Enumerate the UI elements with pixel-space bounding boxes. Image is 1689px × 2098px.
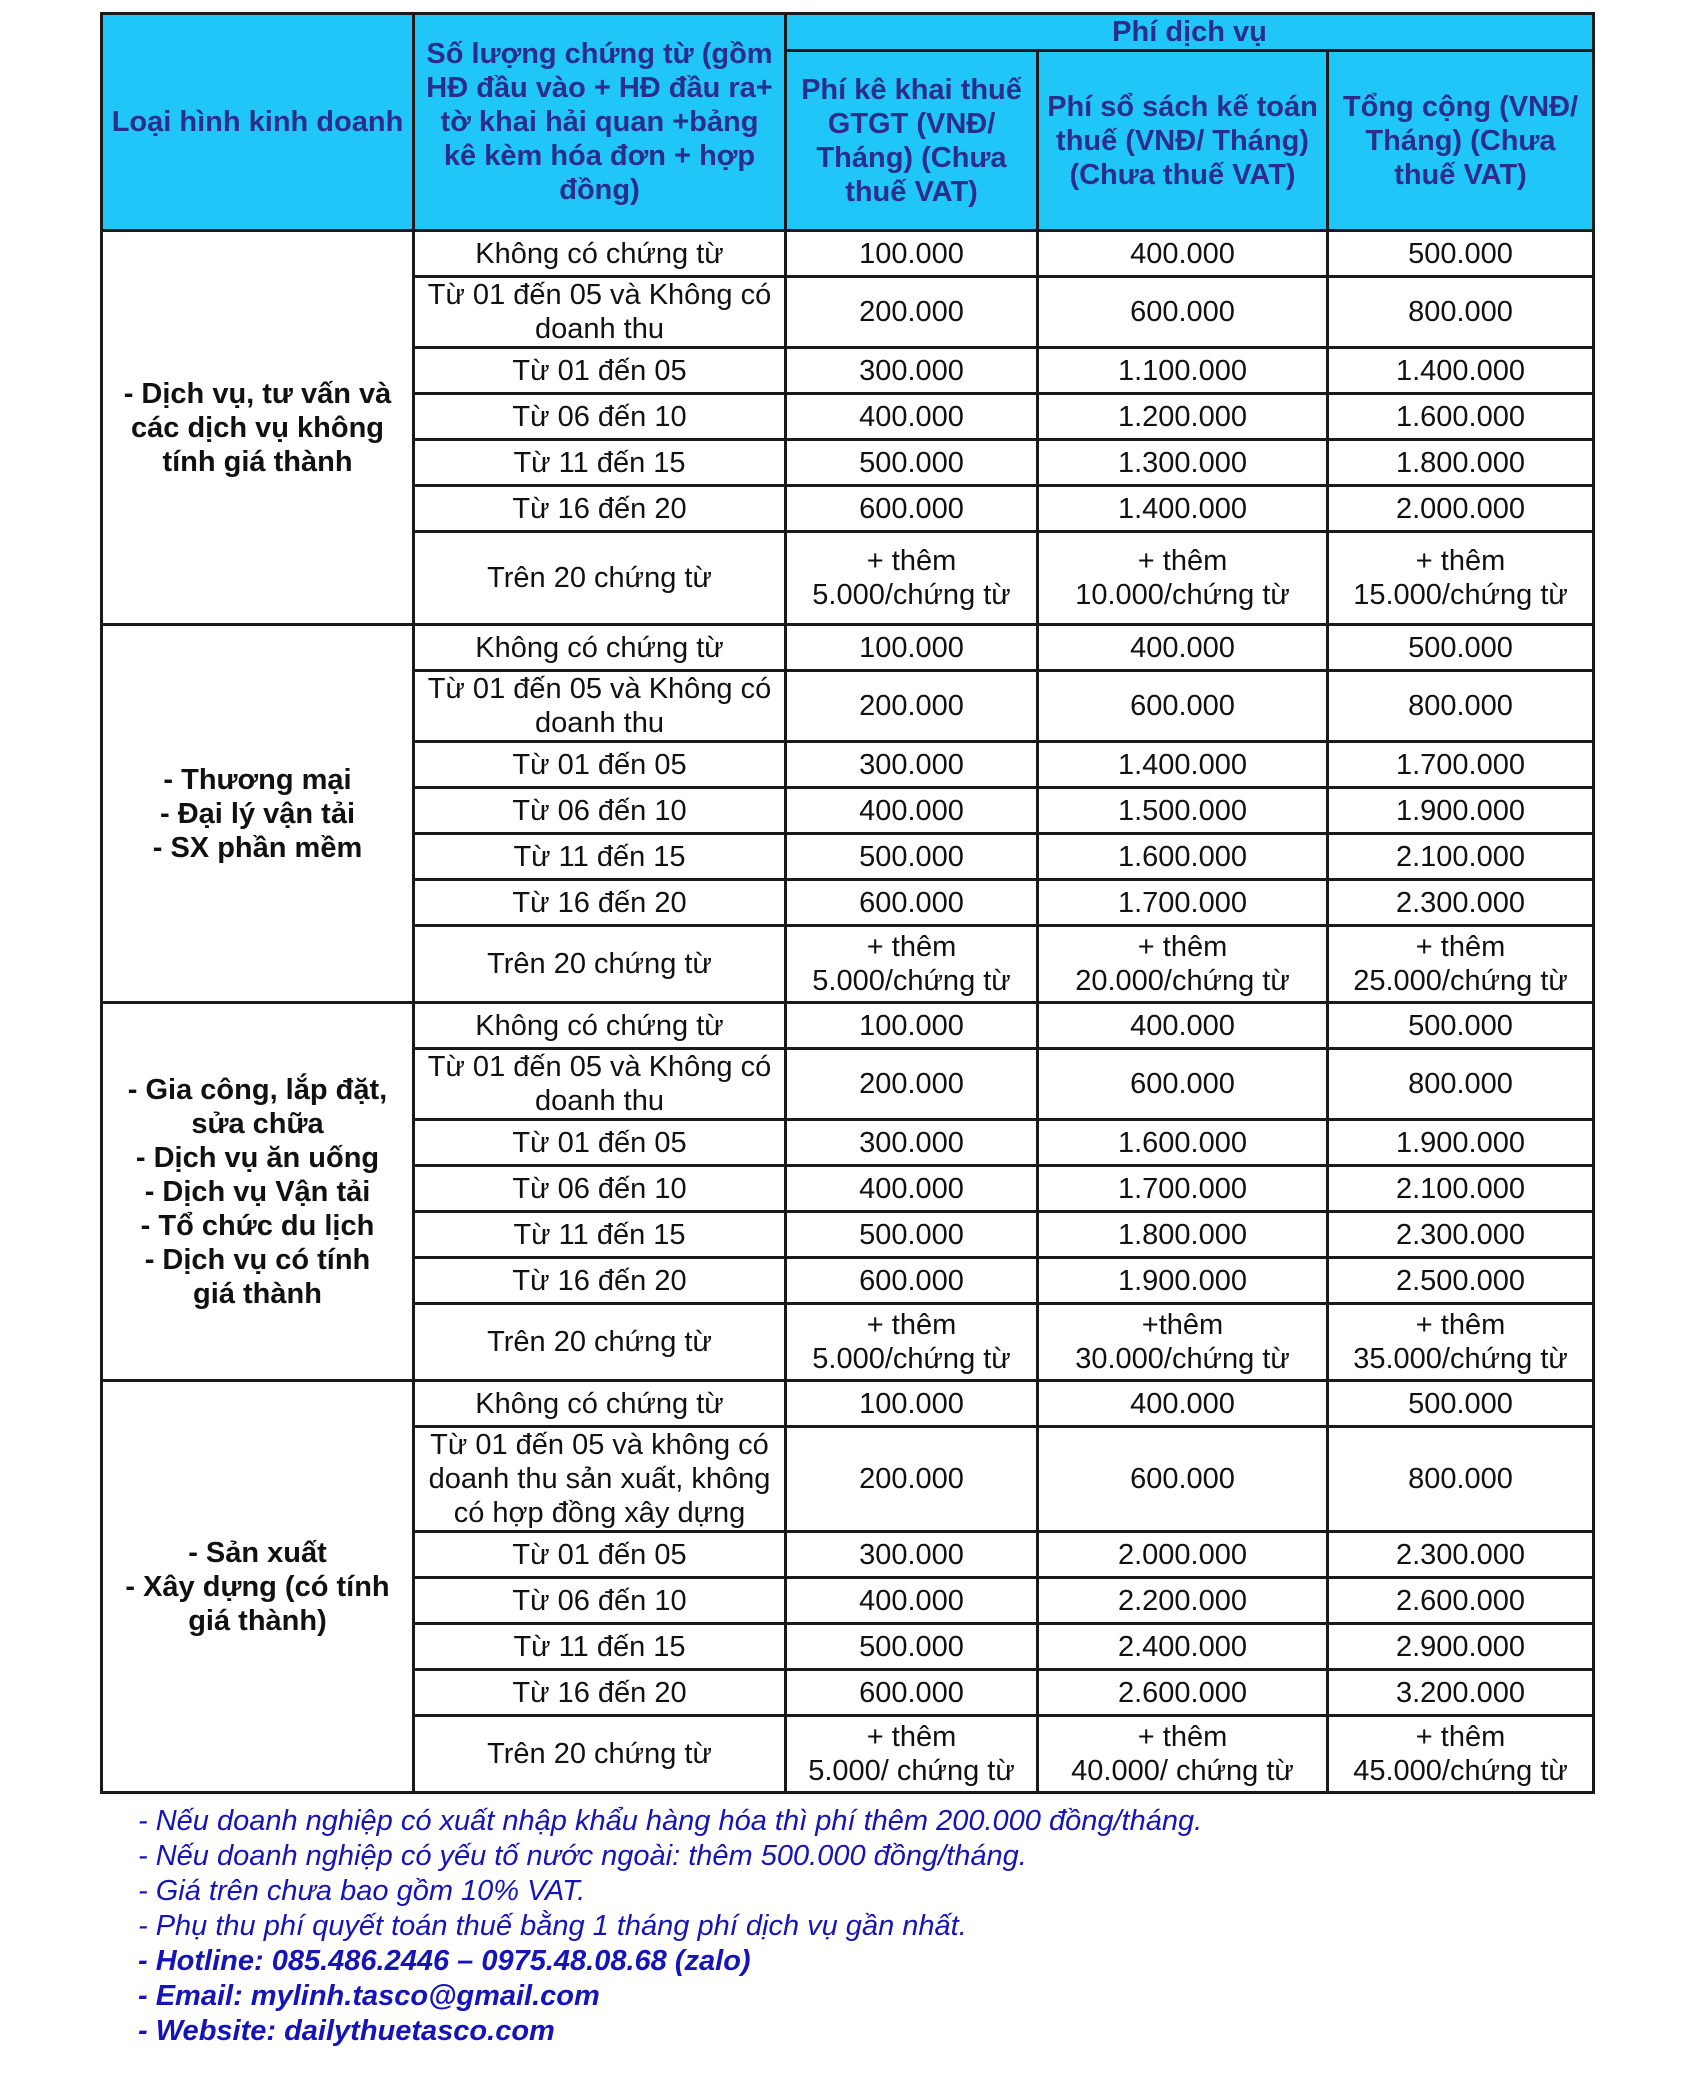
books-cell: 2.200.000	[1038, 1578, 1328, 1624]
total-cell: 2.300.000	[1328, 880, 1594, 926]
total-cell: 2.100.000	[1328, 1166, 1594, 1212]
books-cell: 1.600.000	[1038, 834, 1328, 880]
vat-cell: 400.000	[786, 1166, 1038, 1212]
table-row	[102, 1381, 1594, 1427]
books-extra-cell	[1038, 926, 1328, 1003]
books-cell: 1.200.000	[1038, 394, 1328, 440]
total-cell: 2.500.000	[1328, 1258, 1594, 1304]
extra-fee-line: + thêm	[1415, 1309, 1506, 1341]
vat-cell: 600.000	[786, 880, 1038, 926]
total-extra-cell	[1328, 926, 1594, 1003]
doc-cell: Từ 01 đến 05	[414, 348, 786, 394]
total-cell: 500.000	[1328, 1381, 1594, 1427]
doc-cell: Từ 01 đến 05 và Không có doanh thu	[414, 1049, 786, 1120]
extra-fee-line: 45.000/chứng từ	[1353, 1755, 1568, 1787]
category-line: - Dịch vụ Vận tải	[144, 1175, 371, 1208]
total-cell: 800.000	[1328, 1427, 1594, 1532]
category-line: - Tổ chức du lịch	[140, 1209, 375, 1242]
extra-fee-line: + thêm	[1415, 545, 1506, 577]
extra-fee-line: 5.000/chứng từ	[812, 965, 1011, 997]
doc-cell: Từ 01 đến 05	[414, 1120, 786, 1166]
vat-cell: 600.000	[786, 486, 1038, 532]
vat-cell: 100.000	[786, 1381, 1038, 1427]
table-body	[102, 231, 1594, 1793]
books-cell: 1.700.000	[1038, 1166, 1328, 1212]
total-cell: 2.300.000	[1328, 1532, 1594, 1578]
total-cell: 1.600.000	[1328, 394, 1594, 440]
category-line: giá thành	[193, 1277, 322, 1310]
books-cell: 1.700.000	[1038, 880, 1328, 926]
total-cell: 500.000	[1328, 1003, 1594, 1049]
total-cell: 3.200.000	[1328, 1670, 1594, 1716]
doc-cell: Từ 01 đến 05 và không có doanh thu sản xuất, không có hợp đồng xây dựng	[414, 1427, 786, 1532]
email: - Email: mylinh.tasco@gmail.com	[138, 1980, 600, 2012]
vat-cell: 600.000	[786, 1670, 1038, 1716]
category-line: các dịch vụ không	[131, 411, 384, 444]
doc-cell: Không có chứng từ	[414, 231, 786, 277]
books-cell: 600.000	[1038, 671, 1328, 742]
books-cell: 1.400.000	[1038, 742, 1328, 788]
category-line: - Dịch vụ, tư vấn và	[123, 377, 392, 410]
doc-cell: Từ 01 đến 05	[414, 742, 786, 788]
vat-extra-cell	[786, 926, 1038, 1003]
extra-fee-line: 40.000/ chứng từ	[1071, 1755, 1294, 1787]
price-table	[100, 12, 1595, 1794]
extra-fee-line: + thêm	[866, 1309, 957, 1341]
category-line: - SX phần mềm	[152, 831, 363, 864]
vat-extra-cell	[786, 1716, 1038, 1793]
category-cell	[102, 231, 414, 625]
vat-cell: 300.000	[786, 348, 1038, 394]
doc-cell: Không có chứng từ	[414, 1003, 786, 1049]
category-line: - Dịch vụ có tính	[144, 1243, 371, 1276]
doc-cell: Từ 06 đến 10	[414, 788, 786, 834]
total-cell: 2.300.000	[1328, 1212, 1594, 1258]
vat-extra-cell	[786, 532, 1038, 625]
total-cell: 800.000	[1328, 671, 1594, 742]
extra-fee-line: + thêm	[866, 931, 957, 963]
extra-fee-line: 15.000/chứng từ	[1353, 579, 1568, 611]
books-extra-cell	[1038, 1716, 1328, 1793]
category-line: - Đại lý vận tải	[159, 797, 355, 830]
category-cell	[102, 1381, 414, 1793]
table-row	[102, 625, 1594, 671]
books-cell: 400.000	[1038, 231, 1328, 277]
extra-fee-line: + thêm	[1415, 931, 1506, 963]
category-cell	[102, 1003, 414, 1381]
doc-cell: Từ 16 đến 20	[414, 486, 786, 532]
books-cell: 1.100.000	[1038, 348, 1328, 394]
extra-fee-line: + thêm	[1137, 1721, 1228, 1753]
extra-fee-line: 20.000/chứng từ	[1075, 965, 1290, 997]
doc-cell: Không có chứng từ	[414, 625, 786, 671]
table-row	[102, 1003, 1594, 1049]
extra-fee-line: 25.000/chứng từ	[1353, 965, 1568, 997]
extra-fee-line: 10.000/chứng từ	[1075, 579, 1290, 611]
doc-cell: Từ 06 đến 10	[414, 394, 786, 440]
vat-cell: 400.000	[786, 394, 1038, 440]
books-cell: 1.900.000	[1038, 1258, 1328, 1304]
table-row	[102, 231, 1594, 277]
doc-cell: Từ 11 đến 15	[414, 440, 786, 486]
vat-cell: 500.000	[786, 1212, 1038, 1258]
total-cell: 800.000	[1328, 1049, 1594, 1120]
doc-cell: Từ 16 đến 20	[414, 880, 786, 926]
header-business-type: Loại hình kinh doanh	[102, 14, 414, 231]
extra-fee-line: 5.000/chứng từ	[812, 1343, 1011, 1375]
total-extra-cell	[1328, 1716, 1594, 1793]
extra-fee-line: + thêm	[1137, 545, 1228, 577]
hotline: - Hotline: 085.486.2446 – 0975.48.08.68 (zalo)	[138, 1945, 751, 1977]
category-line: sửa chữa	[191, 1107, 324, 1140]
books-cell: 600.000	[1038, 1049, 1328, 1120]
vat-cell: 500.000	[786, 834, 1038, 880]
category-line: - Gia công, lắp đặt,	[127, 1073, 388, 1106]
total-cell: 500.000	[1328, 625, 1594, 671]
doc-cell: Từ 01 đến 05 và Không có doanh thu	[414, 671, 786, 742]
books-cell: 1.500.000	[1038, 788, 1328, 834]
vat-cell: 200.000	[786, 671, 1038, 742]
category-line: - Dịch vụ ăn uống	[135, 1141, 380, 1174]
vat-cell: 200.000	[786, 1427, 1038, 1532]
vat-extra-cell	[786, 1304, 1038, 1381]
vat-cell: 500.000	[786, 440, 1038, 486]
doc-cell: Từ 06 đến 10	[414, 1166, 786, 1212]
category-line: - Sản xuất	[188, 1536, 327, 1569]
vat-cell: 600.000	[786, 1258, 1038, 1304]
notes	[138, 1804, 1538, 2049]
vat-cell: 100.000	[786, 625, 1038, 671]
doc-cell: Từ 11 đến 15	[414, 1624, 786, 1670]
header-total-fee: Tổng cộng (VNĐ/ Tháng) (Chưa thuế VAT)	[1328, 51, 1594, 231]
vat-cell: 500.000	[786, 1624, 1038, 1670]
note-settlement: - Phụ thu phí quyết toán thuế bằng 1 tháng phí dịch vụ gần nhất.	[138, 1910, 967, 1942]
total-cell: 800.000	[1328, 277, 1594, 348]
books-cell: 1.800.000	[1038, 1212, 1328, 1258]
doc-cell: Trên 20 chứng từ	[414, 1716, 786, 1793]
total-cell: 500.000	[1328, 231, 1594, 277]
doc-cell: Từ 06 đến 10	[414, 1578, 786, 1624]
books-cell: 1.400.000	[1038, 486, 1328, 532]
total-extra-cell	[1328, 532, 1594, 625]
website: - Website: dailythuetasco.com	[138, 2015, 555, 2047]
extra-fee-line: 30.000/chứng từ	[1075, 1343, 1290, 1375]
header-documents: Số lượng chứng từ (gồm HĐ đầu vào + HĐ đầu ra+ tờ khai hải quan +bảng kê kèm hóa đơn + hợp đồng)	[414, 14, 786, 231]
books-cell: 600.000	[1038, 277, 1328, 348]
category-line: - Xây dựng (có tính	[125, 1570, 390, 1603]
vat-cell: 200.000	[786, 1049, 1038, 1120]
extra-fee-line: + thêm	[866, 545, 957, 577]
note-foreign: - Nếu doanh nghiệp có yếu tố nước ngoài: thêm 500.000 đồng/tháng.	[138, 1840, 1027, 1872]
header-vat-fee: Phí kê khai thuế GTGT (VNĐ/ Tháng) (Chưa thuế VAT)	[786, 51, 1038, 231]
doc-cell: Trên 20 chứng từ	[414, 1304, 786, 1381]
vat-cell: 300.000	[786, 1120, 1038, 1166]
note-import-export: - Nếu doanh nghiệp có xuất nhập khẩu hàng hóa thì phí thêm 200.000 đồng/tháng.	[138, 1805, 1203, 1837]
total-cell: 1.400.000	[1328, 348, 1594, 394]
category-line: giá thành)	[188, 1604, 327, 1637]
category-line: - Thương mại	[163, 763, 352, 796]
total-cell: 1.700.000	[1328, 742, 1594, 788]
vat-cell: 200.000	[786, 277, 1038, 348]
doc-cell: Trên 20 chứng từ	[414, 532, 786, 625]
total-cell: 2.600.000	[1328, 1578, 1594, 1624]
extra-fee-line: + thêm	[1137, 931, 1228, 963]
total-cell: 2.900.000	[1328, 1624, 1594, 1670]
extra-fee-line: 5.000/ chứng từ	[808, 1755, 1015, 1787]
doc-cell: Từ 01 đến 05 và Không có doanh thu	[414, 277, 786, 348]
books-extra-cell	[1038, 1304, 1328, 1381]
books-cell: 600.000	[1038, 1427, 1328, 1532]
doc-cell: Từ 11 đến 15	[414, 1212, 786, 1258]
vat-cell: 100.000	[786, 231, 1038, 277]
doc-cell: Không có chứng từ	[414, 1381, 786, 1427]
doc-cell: Từ 11 đến 15	[414, 834, 786, 880]
doc-cell: Trên 20 chứng từ	[414, 926, 786, 1003]
note-vat: - Giá trên chưa bao gồm 10% VAT.	[138, 1875, 586, 1907]
vat-cell: 400.000	[786, 788, 1038, 834]
books-cell: 400.000	[1038, 625, 1328, 671]
vat-cell: 300.000	[786, 742, 1038, 788]
total-extra-cell	[1328, 1304, 1594, 1381]
doc-cell: Từ 16 đến 20	[414, 1670, 786, 1716]
books-cell: 400.000	[1038, 1381, 1328, 1427]
books-cell: 1.600.000	[1038, 1120, 1328, 1166]
books-extra-cell	[1038, 532, 1328, 625]
extra-fee-line: +thêm	[1141, 1309, 1224, 1341]
vat-cell: 300.000	[786, 1532, 1038, 1578]
header-books-fee: Phí sổ sách kế toán thuế (VNĐ/ Tháng) (Chưa thuế VAT)	[1038, 51, 1328, 231]
books-cell: 400.000	[1038, 1003, 1328, 1049]
total-cell: 1.900.000	[1328, 788, 1594, 834]
books-cell: 2.400.000	[1038, 1624, 1328, 1670]
books-cell: 2.000.000	[1038, 1532, 1328, 1578]
books-cell: 1.300.000	[1038, 440, 1328, 486]
extra-fee-line: + thêm	[866, 1721, 957, 1753]
vat-cell: 400.000	[786, 1578, 1038, 1624]
category-line: tính giá thành	[162, 445, 353, 478]
total-cell: 1.900.000	[1328, 1120, 1594, 1166]
doc-cell: Từ 16 đến 20	[414, 1258, 786, 1304]
books-cell: 2.600.000	[1038, 1670, 1328, 1716]
vat-cell: 100.000	[786, 1003, 1038, 1049]
category-cell	[102, 625, 414, 1003]
extra-fee-line: 5.000/chứng từ	[812, 579, 1011, 611]
extra-fee-line: 35.000/chứng từ	[1353, 1343, 1568, 1375]
total-cell: 2.100.000	[1328, 834, 1594, 880]
extra-fee-line: + thêm	[1415, 1721, 1506, 1753]
header-service-fee: Phí dịch vụ	[786, 14, 1594, 51]
total-cell: 1.800.000	[1328, 440, 1594, 486]
doc-cell: Từ 01 đến 05	[414, 1532, 786, 1578]
total-cell: 2.000.000	[1328, 486, 1594, 532]
